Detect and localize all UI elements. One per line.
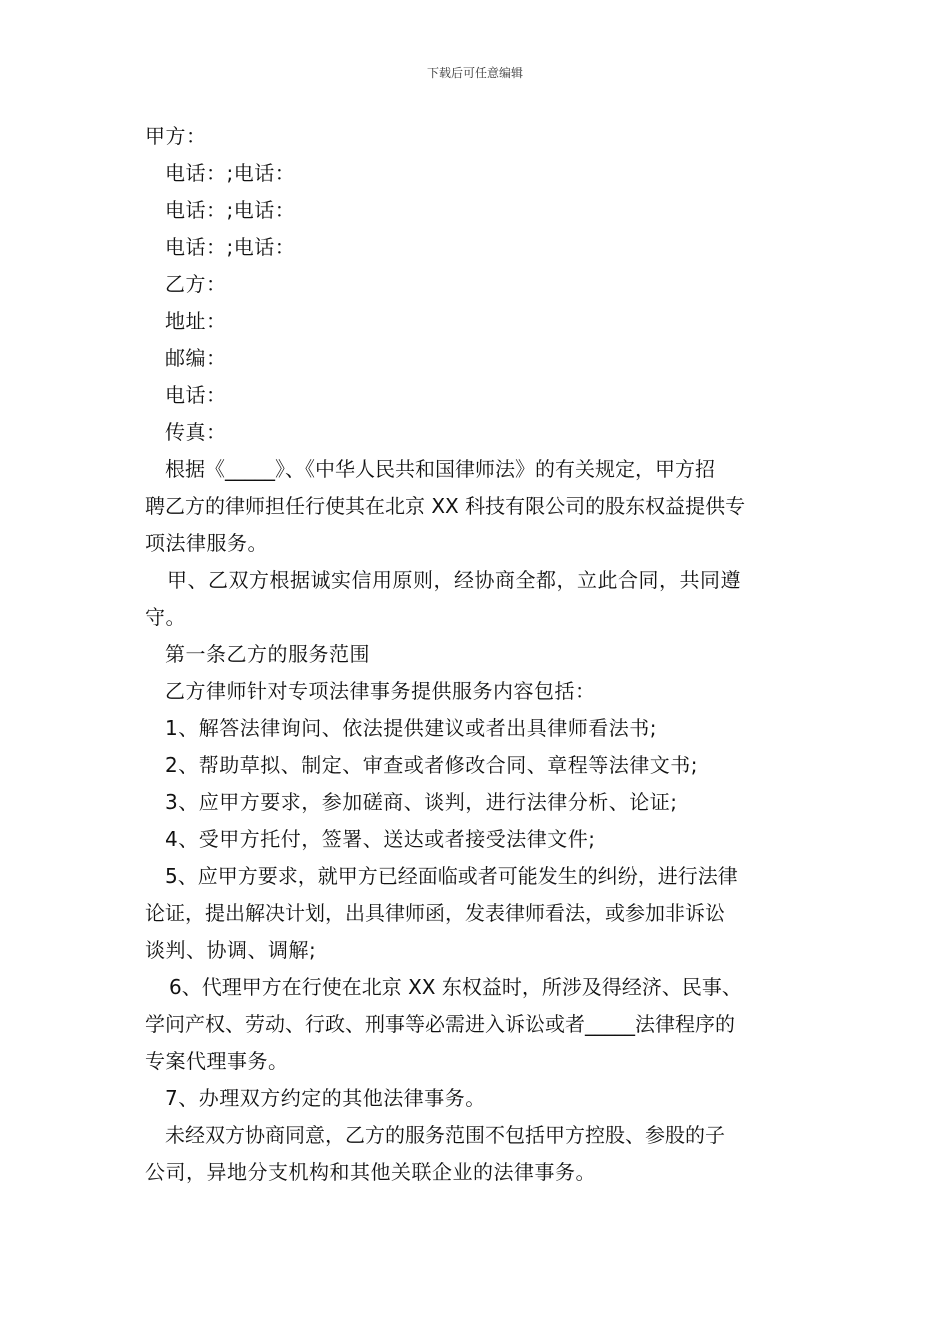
list-item-continuation: 专案代理事务。 (145, 1049, 289, 1073)
list-item: 5、应甲方要求，就甲方已经面临或者可能发生的纠纷，进行法律 (165, 864, 738, 888)
paragraph-line: 守。 (145, 605, 186, 629)
section-heading: 第一条乙方的服务范围 (165, 642, 370, 666)
paragraph-line: 项法律服务。 (145, 531, 268, 555)
fax-label: 传真： (165, 420, 227, 444)
list-item: 1、解答法律询问、依法提供建议或者出具律师看法书; (165, 716, 657, 740)
phone-line: 电话：;电话： (165, 235, 296, 259)
list-item: 2、帮助草拟、制定、审查或者修改合同、章程等法律文书; (165, 753, 698, 777)
document-body (145, 118, 810, 1191)
paragraph-line: 公司，异地分支机构和其他关联企业的法律事务。 (145, 1160, 596, 1184)
list-item: 3、应甲方要求，参加磋商、谈判，进行法律分析、论证; (165, 790, 678, 814)
list-item-continuation: 学问产权、劳动、行政、刑事等必需进入诉讼或者_____法律程序的 (145, 1012, 735, 1036)
paragraph-line: 未经双方协商同意，乙方的服务范围不包括甲方控股、参股的子 (165, 1123, 725, 1147)
list-item: 6、代理甲方在行使在北京 XX 东权益时，所涉及得经济、民事、 (169, 975, 742, 999)
phone-line: 电话：;电话： (165, 161, 296, 185)
page-header-note: 下载后可任意编辑 (426, 66, 523, 80)
address-label: 地址： (165, 309, 227, 333)
paragraph-line: 甲、乙双方根据诚实信用原则，经协商全都，立此合同，共同遵 (167, 568, 741, 592)
list-item: 4、受甲方托付，签署、送达或者接受法律文件; (165, 827, 596, 851)
paragraph-line: 聘乙方的律师担任行使其在北京 XX 科技有限公司的股东权益提供专 (145, 494, 746, 518)
phone-label: 电话： (165, 383, 227, 407)
phone-line: 电话：;电话： (165, 198, 296, 222)
list-item-continuation: 谈判、协调、调解; (145, 938, 317, 962)
party-a-label: 甲方： (145, 124, 207, 148)
list-item: 7、办理双方约定的其他法律事务。 (165, 1086, 486, 1110)
paragraph-line: 根据《_____》、《中华人民共和国律师法》的有关规定，甲方招 (165, 457, 715, 481)
party-b-label: 乙方： (165, 272, 227, 296)
postcode-label: 邮编： (165, 346, 227, 370)
paragraph-line: 乙方律师针对专项法律事务提供服务内容包括： (165, 679, 596, 703)
list-item-continuation: 论证，提出解决计划，出具律师函，发表律师看法，或参加非诉讼 (145, 901, 725, 925)
